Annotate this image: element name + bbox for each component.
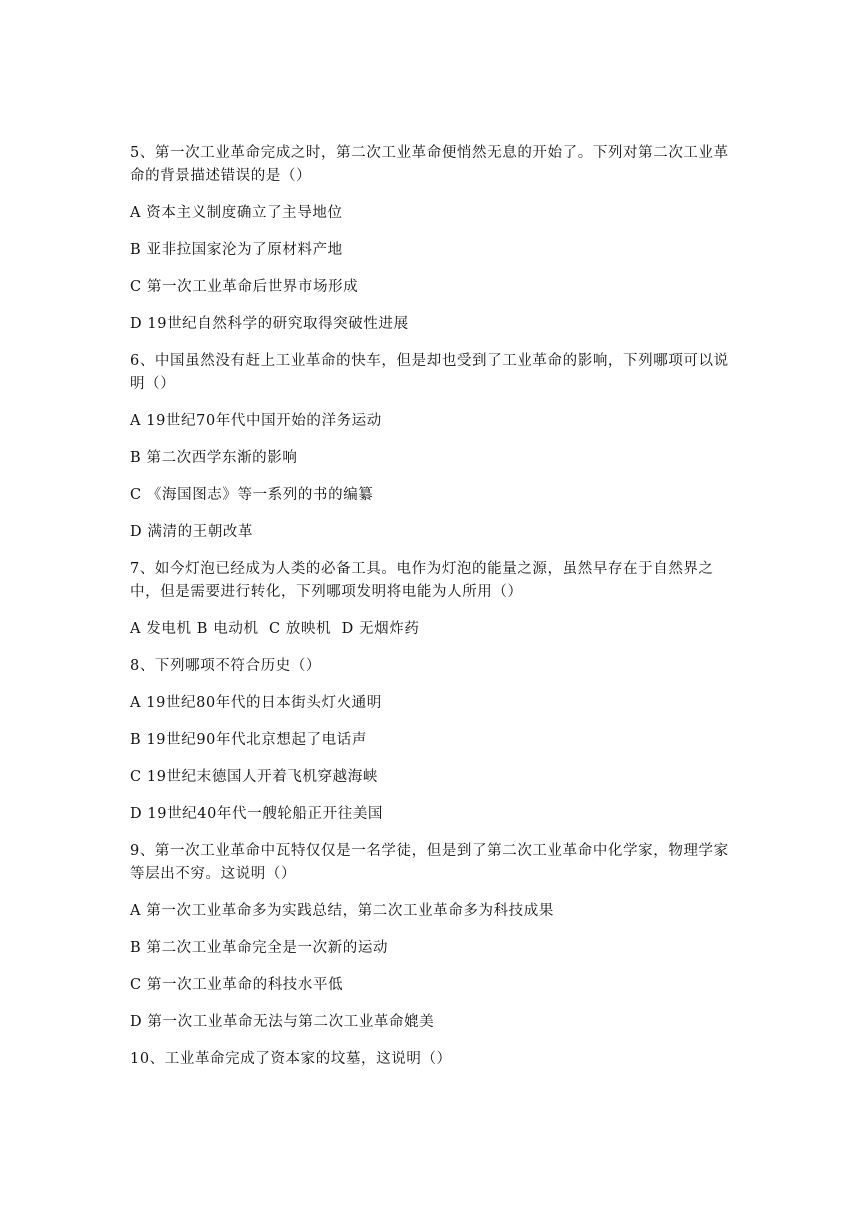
question-9-option-b: B 第二次工业革命完全是一次新的运动 [130, 940, 389, 956]
document-body [130, 142, 734, 1085]
question-8-option-a: A 19世纪80年代的日本街头灯火通明 [130, 695, 382, 711]
question-5-stem: 5、第一次工业革命完成之时，第二次工业革命便悄然无息的开始了。下列对第二次工业革命的背景描述错误的是（） [130, 145, 729, 184]
question-9-stem: 9、第一次工业革命中瓦特仅仅是一名学徒，但是到了第二次工业革命中化学家，物理学家等层出不穷。这说明（） [130, 843, 729, 882]
question-6-option-d: D 满清的王朝改革 [130, 524, 254, 540]
question-9-option-c: C 第一次工业革命的科技水平低 [130, 977, 344, 993]
question-5-option-a: A 资本主义制度确立了主导地位 [130, 205, 343, 221]
question-6-option-a: A 19世纪70年代中国开始的洋务运动 [130, 413, 382, 429]
question-8-option-d: D 19世纪40年代一艘轮船正开往美国 [130, 806, 384, 822]
question-6-stem: 6、中国虽然没有赶上工业革命的快车，但是却也受到了工业革命的影响，下列哪项可以说明（） [130, 353, 729, 392]
question-5-option-b: B 亚非拉国家沦为了原材料产地 [130, 242, 343, 258]
question-9-option-a: A 第一次工业革命多为实践总结，第二次工业革命多为科技成果 [130, 903, 554, 919]
question-8-stem: 8、下列哪项不符合历史（） [130, 658, 322, 674]
question-7-options: A 发电机 B 电动机 C 放映机 D 无烟炸药 [130, 621, 420, 637]
question-6-option-b: B 第二次西学东渐的影响 [130, 450, 298, 466]
question-5-option-c: C 第一次工业革命后世界市场形成 [130, 279, 359, 295]
question-10-stem: 10、工业革命完成了资本家的坟墓，这说明（） [130, 1051, 452, 1067]
question-5-option-d: D 19世纪自然科学的研究取得突破性进展 [130, 316, 409, 332]
question-7-stem: 7、如今灯泡已经成为人类的必备工具。电作为灯泡的能量之源，虽然早存在于自然界之中，但是需要进行转化，下列哪项发明将电能为人所用（） [130, 561, 714, 600]
question-8-option-c: C 19世纪末德国人开着飞机穿越海峡 [130, 769, 378, 785]
question-6-option-c: C 《海国图志》等一系列的书的编纂 [130, 487, 374, 503]
question-9-option-d: D 第一次工业革命无法与第二次工业革命媲美 [130, 1014, 435, 1030]
question-8-option-b: B 19世纪90年代北京想起了电话声 [130, 732, 367, 748]
